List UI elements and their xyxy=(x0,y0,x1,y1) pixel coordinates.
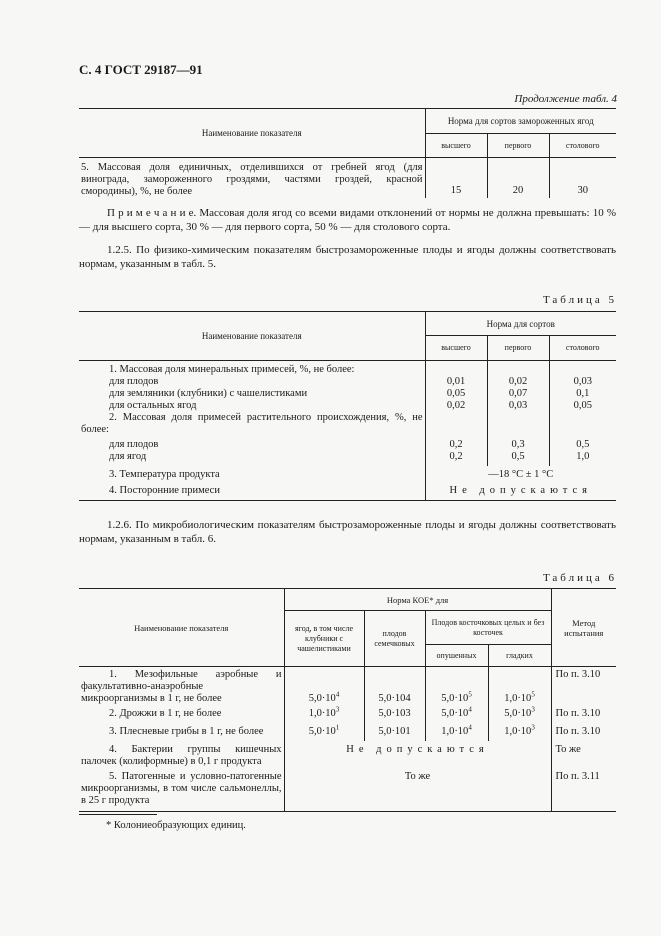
t5-r1-i2-v3: 0,1 xyxy=(549,388,616,400)
t5-r1-i3-v2: 0,03 xyxy=(487,400,549,412)
t4-row5-v3: 30 xyxy=(549,158,616,199)
t6-r2-v4 xyxy=(488,705,551,723)
t4-row5-label: 5. Массовая доля единичных, отделившихся от гребней ягод (для винограда, замороженного гроздями, частями гроздей, красной смородины), %, не более xyxy=(81,162,423,197)
t6-r3-label: 3. Плесневые грибы в 1 г, не более xyxy=(109,726,264,737)
para-1-2-6: 1.2.6. По микробиологическим показателям быстрозамороженные плоды и ягоды должны соответствовать нормам, указанным в табл. 6. xyxy=(79,519,616,545)
table-5 xyxy=(79,311,616,501)
table-5-caption: Таблица 5 xyxy=(542,294,617,306)
t6-r2-v2: 5,0·103 xyxy=(364,705,425,723)
t6-col-method: Метод испытания xyxy=(551,589,616,667)
t6-r5-value: То же xyxy=(284,768,551,812)
t6-r5-label: 5. Патогенные и условно-патогенные микроорганизмы, в том числе сальмонеллы, в 25 г продукта xyxy=(79,768,284,812)
t6-r3-v2: 5,0·101 xyxy=(364,723,425,741)
t5-r2-i2-v2: 0,5 xyxy=(487,451,549,466)
t5-r3-label: 3. Температура продукта xyxy=(109,468,220,480)
t6-r4-method: То же xyxy=(551,741,616,768)
footnote-rule xyxy=(79,814,157,815)
t5-r1-i3-v1: 0,02 xyxy=(425,400,487,412)
t6-r1-v2: 5,0·104 xyxy=(364,667,425,706)
t4-grade-1: высшего xyxy=(425,134,487,158)
t6-r2-v3-text: 5,0·10 xyxy=(441,708,469,719)
t6-r1-v4-exp: 5 xyxy=(531,690,535,699)
t6-r2-v1 xyxy=(284,705,364,723)
t5-r2-i2-v3: 1,0 xyxy=(549,451,616,466)
t6-r1-v3 xyxy=(425,667,488,706)
t6-sub-peeled: опушенных xyxy=(425,645,488,667)
t6-r3-v4-text: 1,0·10 xyxy=(504,726,532,737)
t5-grade-2: первого xyxy=(487,336,549,361)
t6-r1-v3-exp: 5 xyxy=(468,690,472,699)
t4-row5-v2: 20 xyxy=(487,158,549,199)
t6-r3-v3-text: 1,0·10 xyxy=(441,726,469,737)
t5-r1-i3-v3: 0,05 xyxy=(549,400,616,412)
t5-r3-value: —18 °С ± 1 °С xyxy=(425,466,616,483)
table-4 xyxy=(79,108,616,198)
page-header: С. 4 ГОСТ 29187—91 xyxy=(79,62,203,77)
t5-r2-item-2: для ягод xyxy=(109,451,147,462)
t6-r3-v4-exp: 3 xyxy=(531,723,535,732)
t5-r1-item-3: для остальных ягод xyxy=(109,400,197,411)
t5-r1-i1-v2: 0,02 xyxy=(487,376,549,388)
t6-r1-v4 xyxy=(488,667,551,706)
t6-r5-method: По п. 3.11 xyxy=(551,768,616,812)
para-1-2-5: 1.2.5. По физико-химическим показателям быстрозамороженные плоды и ягоды должны соответствовать нормам, указанным в табл. 5. xyxy=(79,244,616,270)
t5-r2-i2-v1: 0,2 xyxy=(425,451,487,466)
t6-r1-method: По п. 3.10 xyxy=(551,667,616,706)
table-6 xyxy=(79,588,616,812)
t5-col-norm: Норма для сортов xyxy=(425,312,616,336)
t5-r1-item-2: для земляники (клубники) с чашелистиками xyxy=(109,388,308,399)
t6-r1-v1-text: 5,0·10 xyxy=(308,693,336,704)
t6-sub-smooth: гладких xyxy=(488,645,551,667)
t5-r1-i2-v1: 0,05 xyxy=(425,388,487,400)
t5-r1-i1-v1: 0,01 xyxy=(425,376,487,388)
t5-r2-i1-v3: 0,5 xyxy=(549,439,616,451)
t5-r4-value: Не допускаются xyxy=(425,483,616,500)
t5-r2-item-1: для плодов xyxy=(109,439,159,450)
t4-grade-3: столового xyxy=(549,134,616,158)
t6-r3-v1-exp: 1 xyxy=(335,723,340,732)
t6-r1-label: 1. Мезофильные аэробные и факультативно-анаэробные микроорганизмы в 1 г, не более xyxy=(81,669,282,704)
t6-r4-label: 4. Бактерии группы кишечных палочек (колиформные) в 0,1 г продукта xyxy=(81,744,282,767)
t6-sub-seed: плодов семечковых xyxy=(364,611,425,667)
t6-r2-v3 xyxy=(425,705,488,723)
t5-r2-i1-v2: 0,3 xyxy=(487,439,549,451)
t4-grade-2: первого xyxy=(487,134,549,158)
t6-r2-v4-exp: 3 xyxy=(531,705,535,714)
t6-r2-v1-text: 1,0·10 xyxy=(308,708,336,719)
t5-r1-i2-v2: 0,07 xyxy=(487,388,549,400)
t6-col-norm: Норма КОЕ* для xyxy=(284,589,551,611)
t6-r3-method: По п. 3.10 xyxy=(551,723,616,741)
t5-grade-1: высшего xyxy=(425,336,487,361)
t5-r2-title: 2. Массовая доля примесей растительного происхождения, %, не более: xyxy=(81,412,423,435)
t6-r3-v1 xyxy=(284,723,364,741)
t5-r2-i1-v1: 0,2 xyxy=(425,439,487,451)
t6-r3-v3-exp: 4 xyxy=(468,723,472,732)
t5-col-name: Наименование показателя xyxy=(79,312,425,361)
t5-r4-label: 4. Посторонние примеси xyxy=(79,483,425,500)
t5-r1-title: 1. Массовая доля минеральных примесей, %, не более: xyxy=(109,364,355,375)
t6-r1-v1 xyxy=(284,667,364,706)
t5-r1-i1-v3: 0,03 xyxy=(549,376,616,388)
table-6-caption: Таблица 6 xyxy=(542,572,617,584)
t6-r1-v1-exp: 4 xyxy=(335,690,340,699)
t5-grade-3: столового xyxy=(549,336,616,361)
t6-r2-method: По п. 3.10 xyxy=(551,705,616,723)
t4-col-norm: Норма для сортов замороженных ягод xyxy=(425,109,616,134)
t6-r1-v4-text: 1,0·10 xyxy=(504,693,532,704)
t6-sub-berries: ягод, в том числе клубники с чашелистиками xyxy=(284,611,364,667)
footnote: * Колониеобразующих единиц. xyxy=(106,820,246,831)
continuation-label: Продолжение табл. 4 xyxy=(514,93,617,105)
note: П р и м е ч а н и е. Массовая доля ягод со всеми видами отклонений от нормы не должна превышать: 10 % — для высшего сорта, 30 % — для первого сорта, 50 % — для столового сорта. xyxy=(79,207,616,233)
t6-col-name: Наименование показателя xyxy=(79,589,284,667)
t5-r1-item-1: для плодов xyxy=(109,376,159,387)
t4-row5-v1: 15 xyxy=(425,158,487,199)
t6-r4-value: Не допускаются xyxy=(284,741,551,768)
t6-r2-v1-exp: 3 xyxy=(335,705,340,714)
t6-r3-v4 xyxy=(488,723,551,741)
t4-col-name: Наименование показателя xyxy=(79,109,425,158)
t6-r2-v4-text: 5,0·10 xyxy=(504,708,532,719)
t6-r3-v1-text: 5,0·10 xyxy=(308,726,336,737)
t6-sub-stone: Плодов косточковых целых и без косточек xyxy=(425,611,551,645)
t6-r3-v3 xyxy=(425,723,488,741)
t6-r1-v3-text: 5,0·10 xyxy=(441,693,469,704)
t6-r2-label: 2. Дрожжи в 1 г, не более xyxy=(109,708,222,719)
t6-r2-v3-exp: 4 xyxy=(468,705,472,714)
